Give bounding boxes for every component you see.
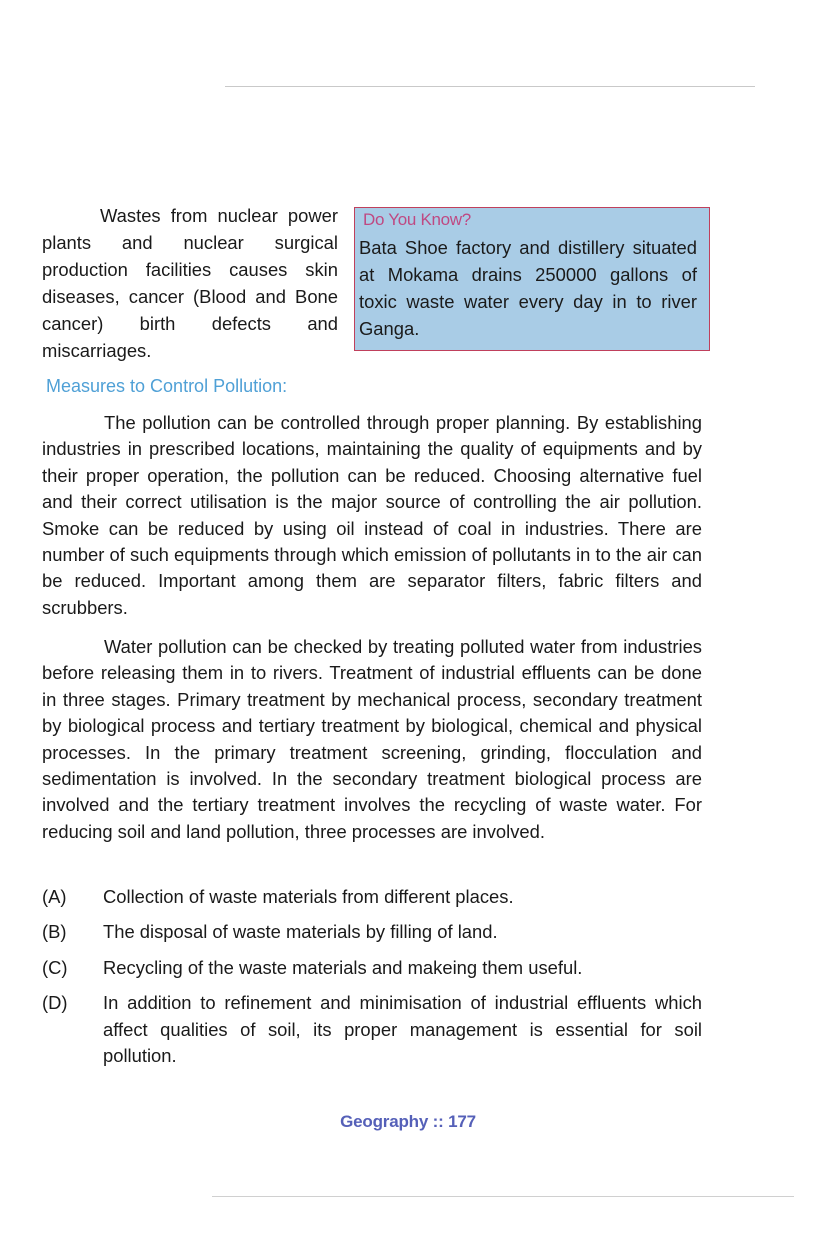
list-item: [42, 955, 702, 981]
list-item: [42, 884, 702, 910]
page-footer: Geography :: 177: [340, 1112, 476, 1131]
bottom-divider: [212, 1196, 794, 1197]
list-item: [42, 990, 702, 1069]
do-you-know-text: Bata Shoe factory and distillery situated at Mokama drains 250000 gallons of toxic waste water every day in to river Ganga.: [359, 237, 697, 339]
list-item-text: The disposal of waste materials by filling of land.: [103, 921, 498, 943]
do-you-know-box: [354, 207, 710, 351]
top-divider: [225, 86, 755, 87]
list-marker: (A): [42, 886, 67, 907]
list-marker: (C): [42, 956, 68, 978]
paragraph-air-pollution: The pollution can be controlled through proper planning. By establishing industries in prescribed locations, maintaining the quality of equipments and by their proper operation, the pollution can be reduced. Choosing alternative fuel and their correct utilisation is the major source of controlling the air pollution. Smoke can be reduced by using oil instead of coal in industries. There are number of such equipments through which emission of pollutants in to the air can be reduced. Important among them are separator filters, fabric filters and scrubbers.: [42, 412, 702, 618]
list-item-text: In addition to refinement and minimisation of industrial effluents which affect qualities of soil, its proper management is essential for soil pollution.: [103, 992, 702, 1067]
list-marker: (D): [42, 992, 68, 1014]
section-heading: Measures to Control Pollution:: [46, 376, 288, 396]
list-item-text: Recycling of the waste materials and makeing them useful.: [103, 956, 583, 978]
do-you-know-title: Do You Know?: [363, 210, 471, 229]
list-item-text: Collection of waste materials from different places.: [103, 886, 514, 907]
soil-pollution-process-list: [42, 884, 702, 1078]
list-marker: (B): [42, 921, 67, 943]
list-item: [42, 919, 702, 945]
paragraph-water-pollution: Water pollution can be checked by treating polluted water from industries before releasing them in to rivers. Treatment of industrial effluents can be done in three stages. Primary treatment by mechanical process, secondary treatment by biological process and tertiary treatment by biological, chemical and physical processes. In the primary treatment screening, grinding, flocculation and sedimentation is involved. In the secondary treatment biological process are involved and the tertiary treatment involves the recycling of waste water. For reducing soil and land pollution, three processes are involved.: [42, 636, 702, 842]
intro-paragraph: Wastes from nuclear power plants and nuclear surgical production facilities causes skin diseases, cancer (Blood and Bone cancer) birth defects and miscarriages.: [42, 205, 338, 361]
